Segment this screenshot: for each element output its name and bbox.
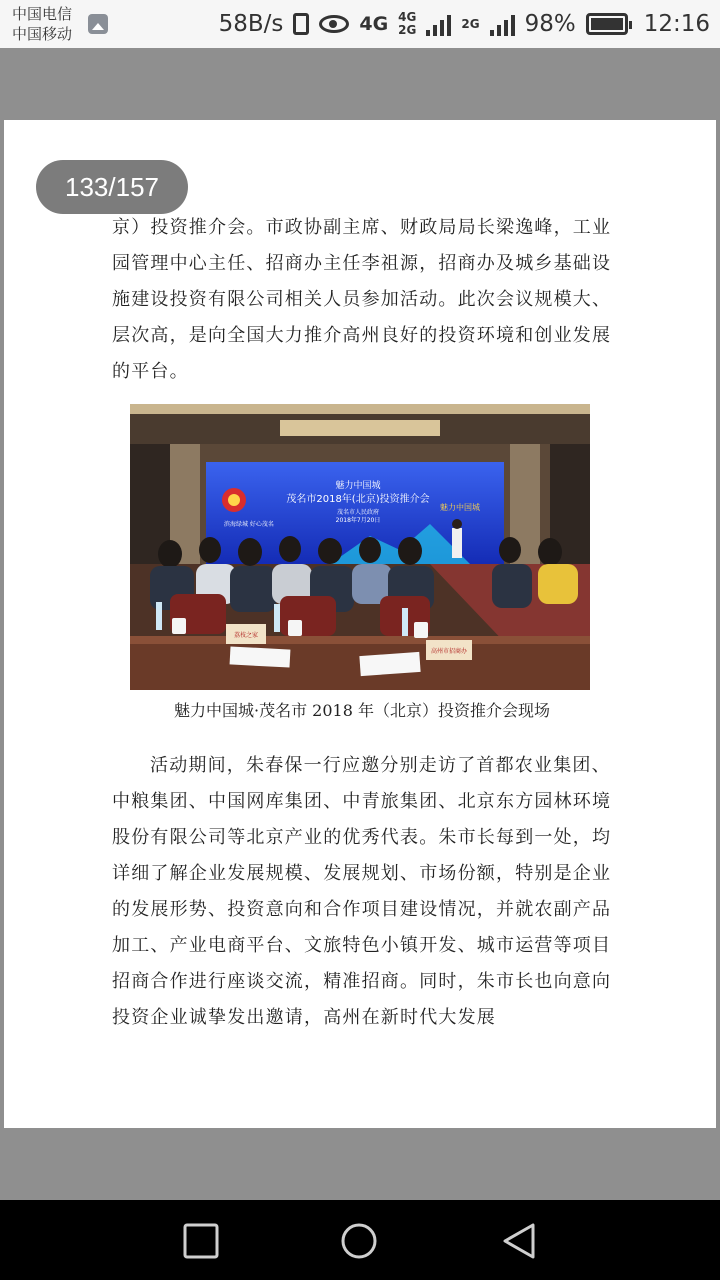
ceiling-trim xyxy=(130,404,590,414)
table-sign-2-text: 高州市招商办 xyxy=(430,648,468,655)
banner-line-2: 茂名市2018年(北京)投资推介会 xyxy=(286,494,430,505)
speaker-head xyxy=(452,519,462,529)
left-panel-text: 滨海绿城 好心茂名 xyxy=(224,521,274,528)
speaker xyxy=(452,528,462,558)
network-type-label: 4G xyxy=(359,13,389,35)
paragraph-top-text: 京）投资推介会。市政协副主席、财政局局长梁逸峰，工业园管理中心主任、招商办主任李祖源，招商办及城乡基础设施建设投资有限公司相关人员参加活动。此次会议规模大、层次高，是向全国大力推介高州良好的投资环境和创业发展的平台。 xyxy=(112,217,612,382)
navigation-bar xyxy=(0,1200,720,1280)
gallery-icon xyxy=(88,14,108,34)
back-icon[interactable] xyxy=(500,1222,538,1260)
emblem-center xyxy=(228,494,240,506)
signal-icon xyxy=(426,12,451,36)
home-icon[interactable] xyxy=(340,1222,378,1260)
status-bar xyxy=(0,0,720,48)
battery-percent: 98% xyxy=(524,11,576,37)
event-photo[interactable] xyxy=(130,404,590,690)
carrier-2: 中国移动 xyxy=(12,25,73,43)
banner-line-4: 2018年7月20日 xyxy=(335,517,381,524)
clock: 12:16 xyxy=(643,11,710,37)
recent-apps-icon[interactable] xyxy=(182,1222,220,1260)
table-sign-1-text: 荔枝之家 xyxy=(233,632,259,639)
right-panel-text: 魅力中国城 xyxy=(440,503,480,512)
eye-comfort-icon xyxy=(319,15,349,33)
table-edge xyxy=(130,636,590,644)
paragraph-top xyxy=(112,210,612,390)
network-speed: 58B/s xyxy=(218,11,284,37)
network-sub xyxy=(398,11,416,37)
banner-line-1: 魅力中国城 xyxy=(335,481,381,491)
page-counter[interactable]: 133/157 xyxy=(36,160,188,214)
carrier-info xyxy=(12,4,72,44)
ceiling-light xyxy=(280,420,440,436)
network-sub-2: 2G xyxy=(398,23,417,37)
vibrate-icon xyxy=(293,13,309,35)
signal-icon-2 xyxy=(490,12,515,36)
carrier-1: 中国电信 xyxy=(12,5,73,23)
paper-document-2 xyxy=(230,646,291,667)
photo-caption: 魅力中国城·茂名市 2018 年（北京）投资推介会现场 xyxy=(174,701,550,720)
banner-line-3: 茂名市人民政府 xyxy=(336,509,380,516)
network-sub-3-wrap xyxy=(461,18,479,31)
paragraph-bottom-text: 活动期间，朱春保一行应邀分别走访了首都农业集团、中粮集团、中国网库集团、中青旅集团、北京东方园林环境股份有限公司等北京产业的优秀代表。朱市长每到一处，均详细了解企业发展规模、发展规划、市场份额，特别是企业的发展形势、投资意向和合作项目建设情况，并就农副产品加工、产业电商平台、文旅特色小镇开发、城市运营等项目招商合作进行座谈交流，精准招商。同时，朱市长也向意向投资企业诚挚发出邀请，高州在新时代大发展 xyxy=(112,755,612,1028)
status-indicators xyxy=(219,0,710,48)
photo-illustration xyxy=(130,404,590,690)
network-sub-3: 2G xyxy=(461,16,480,31)
network-sub-1: 4G xyxy=(398,10,417,24)
battery-icon xyxy=(586,13,628,35)
paper-document xyxy=(359,652,420,676)
network-type xyxy=(359,15,388,33)
paragraph-bottom xyxy=(112,748,612,1036)
